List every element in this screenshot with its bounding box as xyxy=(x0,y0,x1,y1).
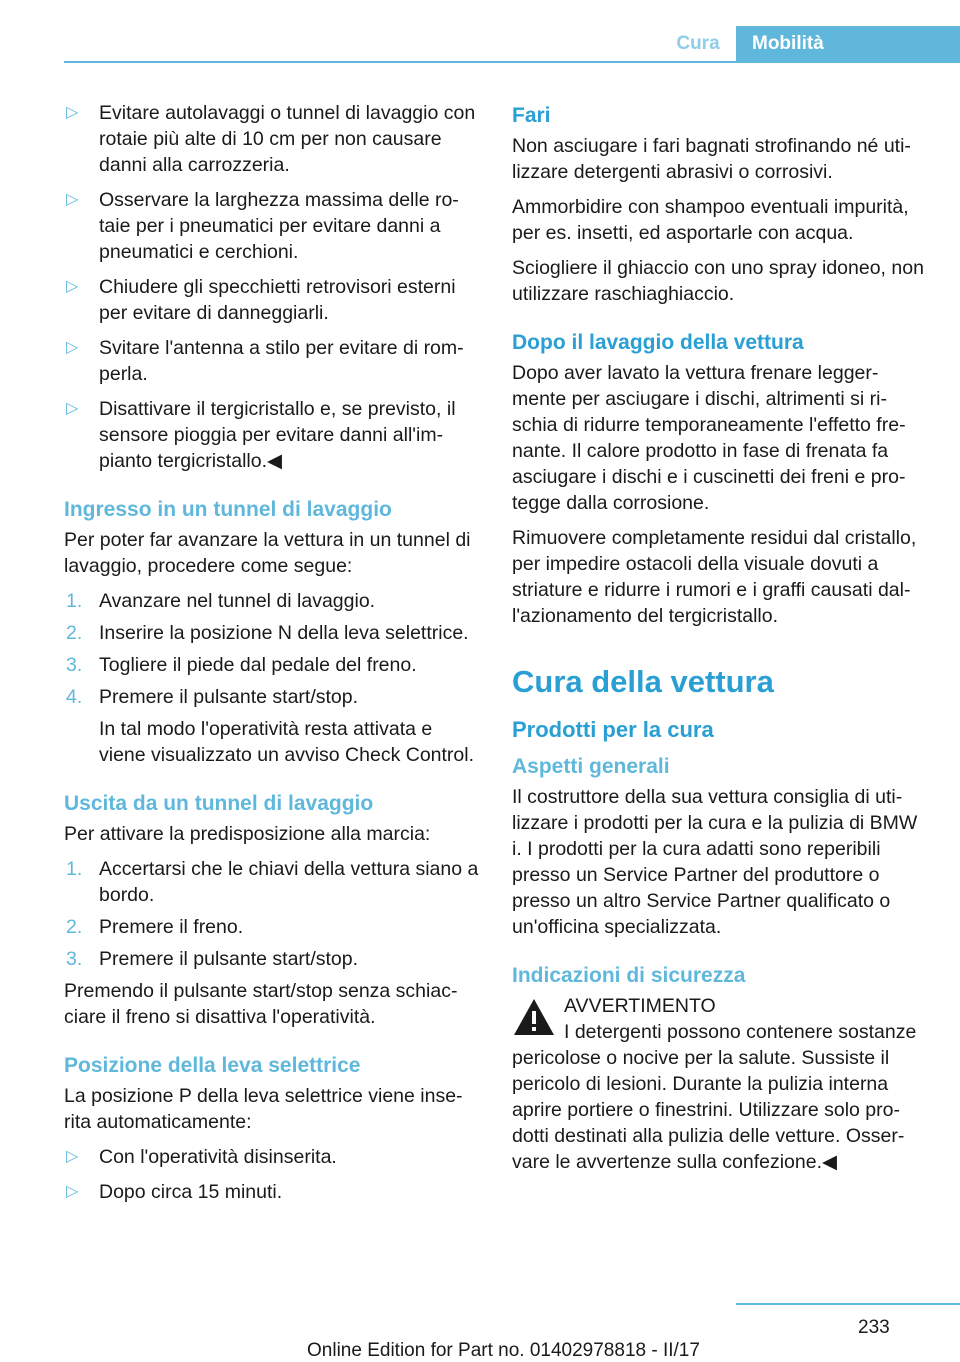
step-item xyxy=(64,652,482,678)
warning-icon xyxy=(512,997,556,1037)
paragraph: Ammorbidire con shampoo eventuali impurità, per es. insetti, ed asportarle con acqua. xyxy=(512,196,909,244)
list-item xyxy=(64,100,482,178)
paragraph: Dopo aver lavato la vettura frenare legger‐ mente per asciugare i dischi, altrimenti si ri‐ schia di ridurre temporaneamente l'effetto fre‐ nante. Il calore prodotto in fase di frenata fa asciugare i dischi e i cuscinetti dei freni e pro‐ tegge dalla corrosione. xyxy=(512,362,906,514)
step-number: 2. xyxy=(66,622,83,644)
bullet-marker: ▷ xyxy=(66,191,79,208)
paragraph: Sciogliere il ghiaccio con uno spray idoneo, non utilizzare raschiaghiaccio. xyxy=(512,257,924,305)
bullet-marker: ▷ xyxy=(66,278,79,295)
paragraph: Non asciugare i fari bagnati strofinando né uti‐ lizzare detergenti abrasivi o corrosivi. xyxy=(512,135,911,183)
tab-mobilita[interactable]: Mobilità xyxy=(736,26,960,61)
list-item xyxy=(64,274,482,326)
step-number: 1. xyxy=(66,590,83,612)
list-item xyxy=(64,187,482,265)
right-column xyxy=(512,100,932,1175)
step-text: Premere il pulsante start/stop. xyxy=(99,948,359,970)
list-item xyxy=(64,1144,482,1170)
heading-uscita: Uscita da un tunnel di lavaggio xyxy=(64,792,374,815)
warning-text: I detergenti possono contenere sostanze pericolose o nocive per la salute. Sussiste il pericolo di lesioni. Durante la pulizia interna aprire portiere o finestrini. Utilizzare solo pro‐ dotti destinati alla pulizia delle vetture. Osser‐ vare le avvertenze sulla confezione.◀ xyxy=(512,1021,917,1173)
paragraph: Il costruttore della sua vettura consiglia di uti‐ lizzare i prodotti per la cura e la pulizia di BMW i. I prodotti per la cura adatti sono reperibili presso un Service Partner del produttore o presso un altro Service Partner qualificato o un'officina specializzata. xyxy=(512,786,918,938)
list-item-text: Svitare l'antenna a stilo per evitare di rom‐ perla. xyxy=(99,337,464,385)
step-text: Premere il pulsante start/stop. xyxy=(99,686,359,708)
list-item-text: Chiudere gli specchietti retrovisori esterni per evitare di danneggiarli. xyxy=(99,276,456,324)
footer-rule xyxy=(736,1303,960,1305)
list-item-text: Osservare la larghezza massima delle ro‐ taie per i pneumatici per evitare danni a pneumatici e cerchioni. xyxy=(99,189,459,263)
header-rule xyxy=(64,61,960,63)
paragraph: La posizione P della leva selettrice viene inse‐ rita automaticamente: xyxy=(64,1085,463,1133)
tab-cura[interactable]: Cura xyxy=(676,32,720,54)
paragraph: Rimuovere completamente residui dal cristallo, per impedire ostacoli della visuale dovuti a striature e ridurre i rumori e i graffi causati dal‐ l'azionamento del tergicristallo. xyxy=(512,527,917,627)
step-text: Accertarsi che le chiavi della vettura siano a bordo. xyxy=(99,858,479,906)
paragraph: Per attivare la predisposizione alla marcia: xyxy=(64,823,431,845)
step-number: 3. xyxy=(66,654,83,676)
list-item-text: Disattivare il tergicristallo e, se previsto, il sensore pioggia per evitare danni all'im‐ pianto tergicristallo.◀ xyxy=(99,398,456,472)
step-item xyxy=(64,684,482,710)
paragraph: Per poter far avanzare la vettura in un tunnel di lavaggio, procedere come segue: xyxy=(64,529,471,577)
list-item-text: Dopo circa 15 minuti. xyxy=(99,1181,283,1203)
bullet-marker: ▷ xyxy=(66,400,79,417)
step-text: Avanzare nel tunnel di lavaggio. xyxy=(99,590,376,612)
left-column xyxy=(64,100,482,1214)
heading-fari: Fari xyxy=(512,104,551,127)
list-item xyxy=(64,396,482,474)
step-text: Togliere il piede dal pedale del freno. xyxy=(99,654,417,676)
step-number: 3. xyxy=(66,948,83,970)
chapter-title: Cura della vettura xyxy=(512,664,774,699)
step-number: 2. xyxy=(66,916,83,938)
step-item xyxy=(64,856,482,908)
heading-posizione: Posizione della leva selettrice xyxy=(64,1054,361,1077)
list-item-text: Evitare autolavaggi o tunnel di lavaggio con rotaie più alte di 10 cm per non causare danni alla carrozzeria. xyxy=(99,102,476,176)
step-text: Premere il freno. xyxy=(99,916,244,938)
step-item xyxy=(64,588,482,614)
step-text: Inserire la posizione N della leva selettrice. xyxy=(99,622,469,644)
step-number: 4. xyxy=(66,686,83,708)
bullet-marker: ▷ xyxy=(66,1183,79,1200)
step-item xyxy=(64,946,482,972)
heading-aspetti: Aspetti generali xyxy=(512,755,670,778)
step-note: In tal modo l'operatività resta attivata e viene visualizzato un avviso Check Control. xyxy=(99,718,475,766)
warning-title: AVVERTIMENTO xyxy=(564,995,716,1017)
page-number: 233 xyxy=(858,1317,890,1338)
heading-dopo-lavaggio: Dopo il lavaggio della vettura xyxy=(512,331,804,354)
bullet-marker: ▷ xyxy=(66,339,79,356)
warning-box xyxy=(512,993,932,1175)
footer-edition: Online Edition for Part no. 01402978818 - II/17 xyxy=(307,1340,700,1361)
step-item xyxy=(64,914,482,940)
step-item xyxy=(64,620,482,646)
bullet-marker: ▷ xyxy=(66,104,79,121)
list-item xyxy=(64,1179,482,1205)
list-item xyxy=(64,335,482,387)
list-item-text: Con l'operatività disinserita. xyxy=(99,1146,337,1168)
section-title: Prodotti per la cura xyxy=(512,717,714,742)
heading-ingresso: Ingresso in un tunnel di lavaggio xyxy=(64,498,392,521)
heading-sicurezza: Indicazioni di sicurezza xyxy=(512,964,746,987)
paragraph: Premendo il pulsante start/stop senza schiac‐ ciare il freno si disattiva l'operatività. xyxy=(64,980,458,1028)
step-number: 1. xyxy=(66,858,83,880)
bullet-marker: ▷ xyxy=(66,1148,79,1165)
